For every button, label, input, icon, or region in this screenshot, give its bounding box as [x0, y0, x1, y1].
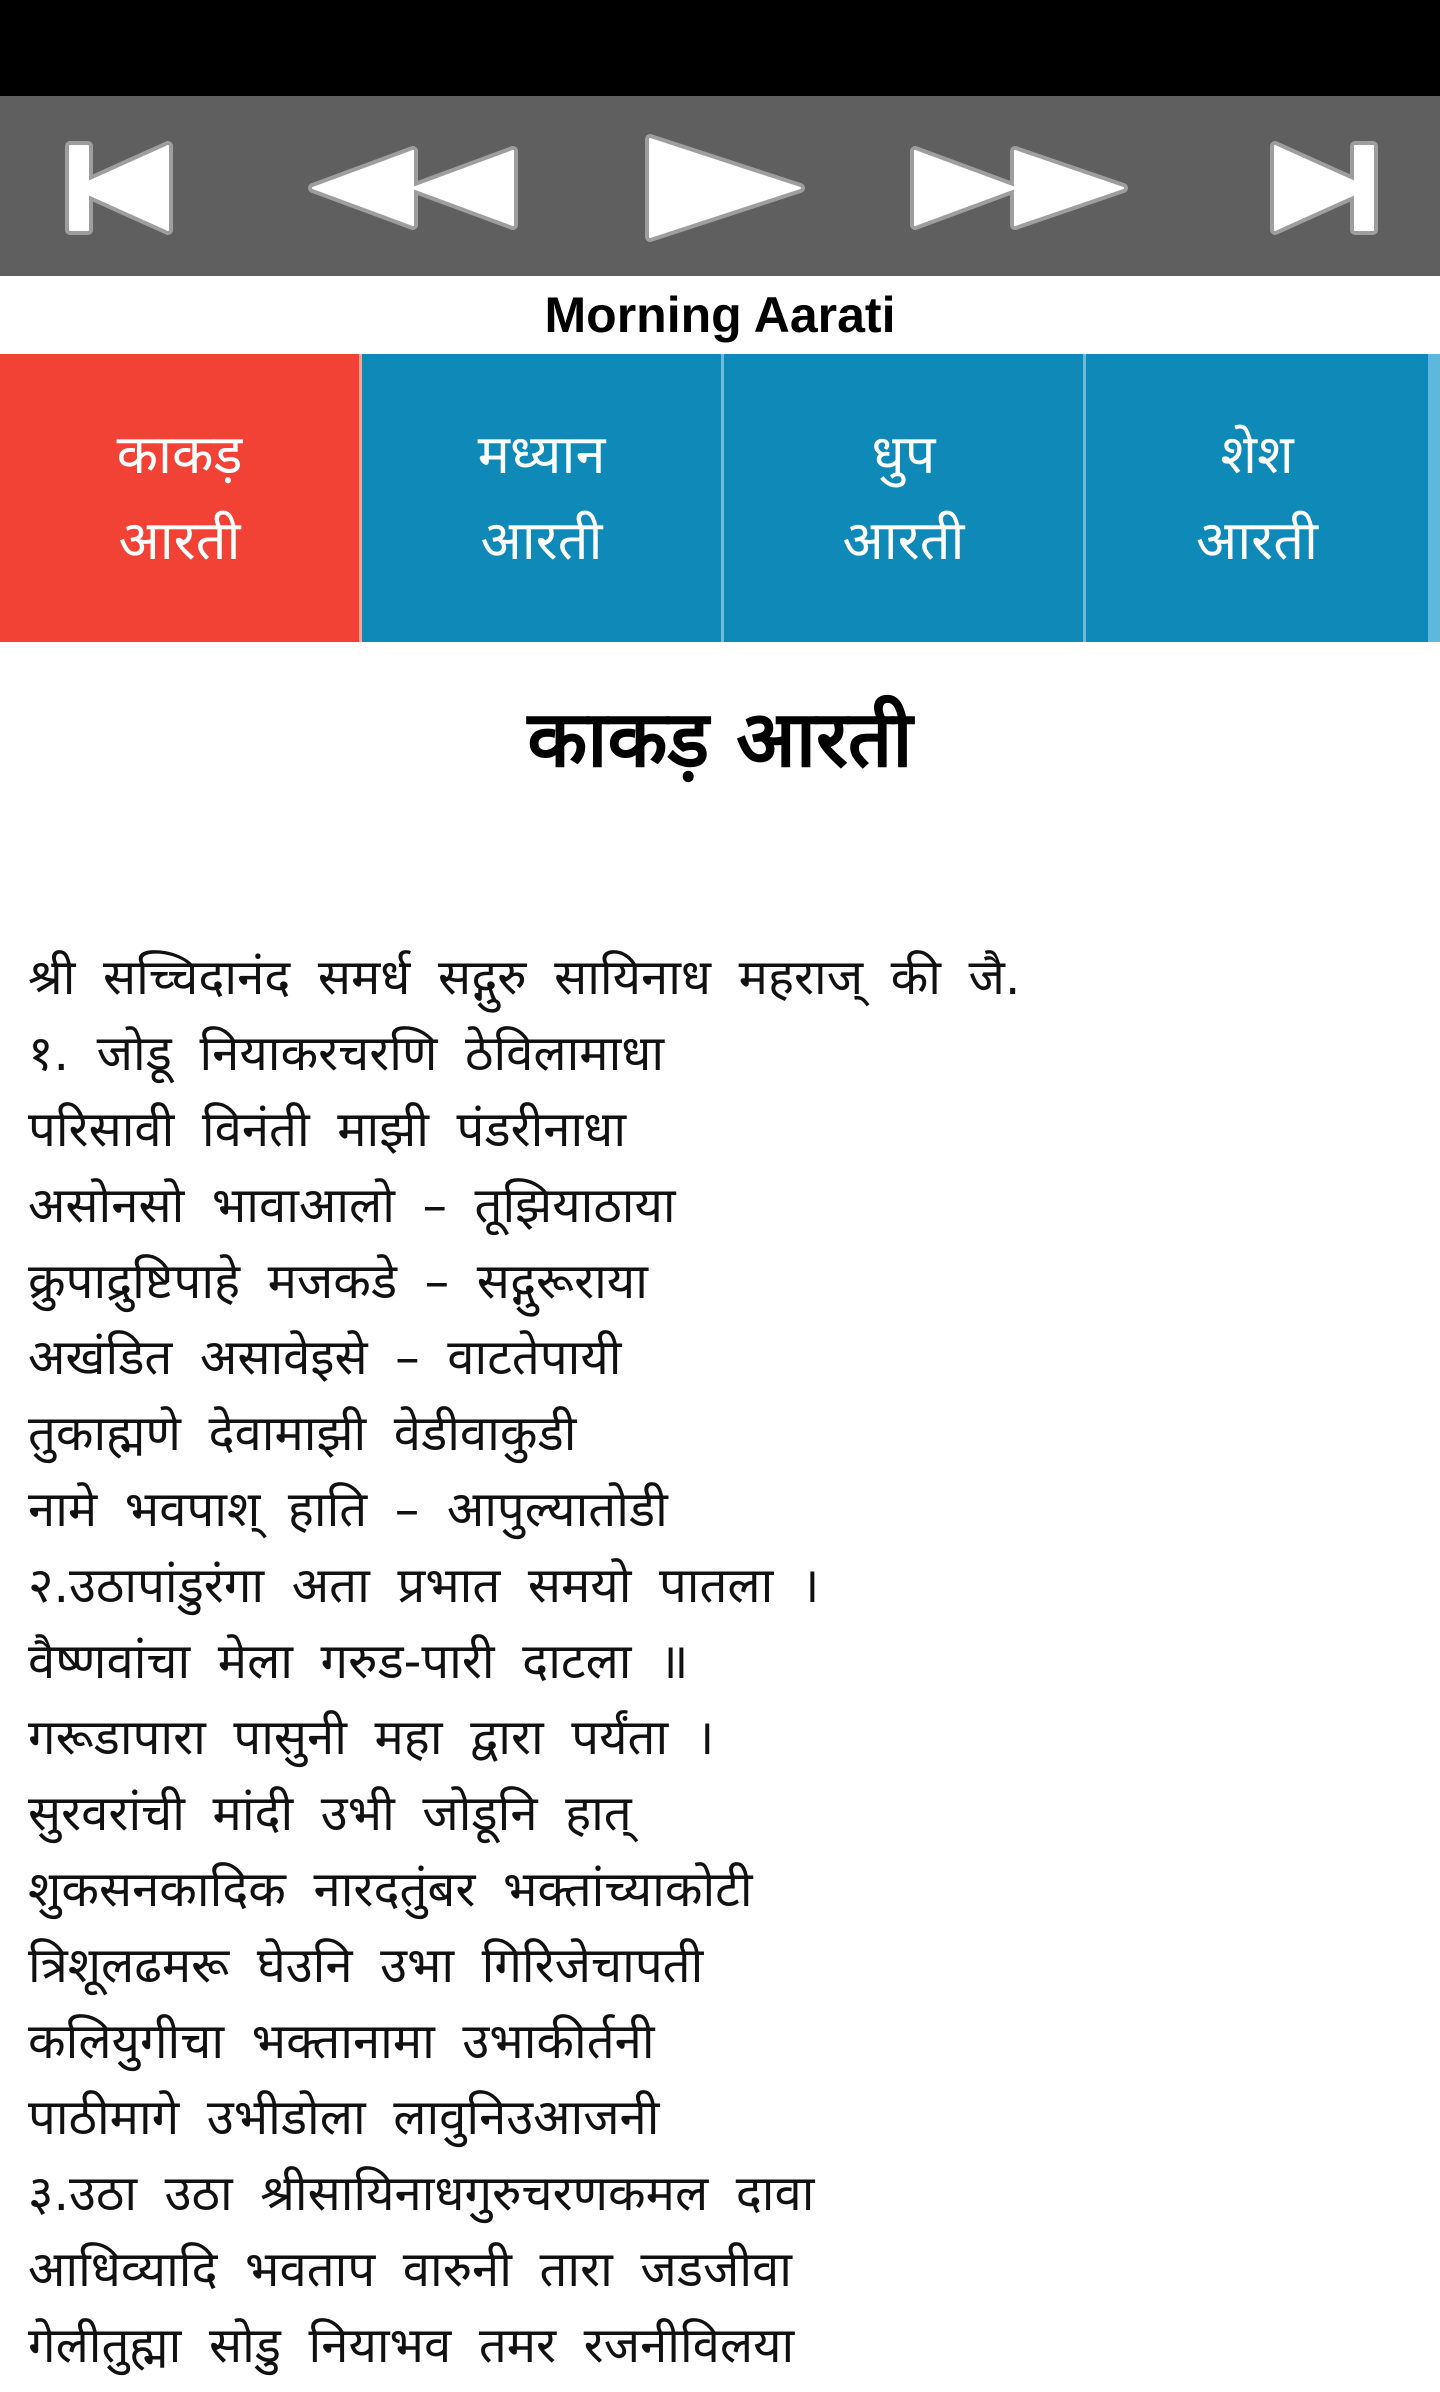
lyric-line: त्रिशूलढमरू घेउनि उभा गिरिजेचापती — [28, 1937, 704, 1994]
lyric-line: श्री सच्चिदानंद समर्ध सद्गुरु सायिनाध महराज् की जै. — [28, 949, 1021, 1006]
lyric-line: गरूडापारा पासुनी महा द्वारा पर्यंता । — [28, 1709, 715, 1766]
lyric-line: १. जोडू नियाकरचरणि ठेविलामाधा — [28, 1025, 665, 1082]
lyric-line: २.उठापांडुरंगा अता प्रभात समयो पातला । — [28, 1557, 820, 1614]
lyric-line: आधिव्यादि भवताप वारुनी तारा जडजीवा — [28, 2241, 792, 2298]
lyric-line: कलियुगीचा भक्तानामा उभाकीर्तनी — [28, 2013, 655, 2070]
lyric-line: नामे भवपाश् हाति – आपुल्यातोडी — [28, 1481, 668, 1538]
tab-label-line2: आरती — [118, 509, 241, 572]
tab-label-line1: शेश — [1220, 423, 1294, 486]
skip-to-end-button[interactable] — [1240, 118, 1410, 258]
lyric-line: तुकाह्मणे देवामाझी वेडीवाकुडी — [28, 1405, 577, 1462]
lyric-line: शुकसनकादिक नारदतुंबर भक्तांच्याकोटी — [28, 1861, 753, 1918]
media-player-controls — [0, 96, 1440, 276]
tab-label-line1: धुप — [871, 423, 936, 486]
lyric-line: असोनसो भावाआलो – तूझियाठाया — [28, 1177, 676, 1234]
play-icon — [630, 133, 810, 243]
lyric-line: ३.उठा उठा श्रीसायिनाधगुरुचरणकमल दावा — [28, 2165, 815, 2222]
skip-next-icon — [1255, 138, 1395, 238]
tab-label-line2: आरती — [1195, 509, 1319, 572]
rewind-icon — [305, 143, 525, 233]
tab-label-line1: मध्यान — [477, 423, 606, 486]
lyric-line: परिसावी विनंती माझी पंडरीनाधा — [28, 1101, 627, 1158]
tab-label-line2: आरती — [842, 509, 965, 572]
tab-label-line1: काकड़ — [116, 423, 243, 486]
lyric-line: गेलीतुह्मा सोडु नियाभव तमर रजनीविलया — [28, 2317, 795, 2374]
tab-madhyan-aarti[interactable] — [362, 354, 724, 642]
lyric-line: सुरवरांची मांदी उभी जोडूनि हात् — [28, 1785, 632, 1842]
fast-forward-button[interactable] — [900, 118, 1140, 258]
lyric-line: क्रुपाद्रुष्टिपाहे मजकडे – सद्गुरूराया — [28, 1253, 648, 1310]
lyric-line: वैष्णवांचा मेला गरुड-पारी दाटला ॥ — [28, 1633, 689, 1690]
aarti-tab-bar — [0, 354, 1440, 642]
tab-dhup-aarti[interactable] — [724, 354, 1086, 642]
aarti-lyrics — [28, 940, 1408, 2384]
fast-forward-icon — [905, 143, 1135, 233]
page-title: Morning Aarati — [544, 287, 896, 343]
status-bar — [0, 0, 1440, 96]
skip-to-start-button[interactable] — [40, 118, 200, 258]
tab-shesh-aarti[interactable] — [1086, 354, 1428, 642]
lyric-line: पाठीमागे उभीडोला लावुनिउआजनी — [28, 2089, 660, 2146]
tab-label-line2: आरती — [480, 509, 603, 572]
lyric-line: अखंडित असावेइसे – वाटतेपायी — [28, 1329, 622, 1386]
tab-kakad-aarti[interactable] — [0, 354, 362, 642]
tab-scroll-indicator — [1428, 354, 1440, 642]
aarti-heading: काकड़ आरती — [527, 695, 913, 785]
rewind-button[interactable] — [300, 118, 530, 258]
play-button[interactable] — [620, 118, 820, 258]
skip-previous-icon — [50, 138, 190, 238]
